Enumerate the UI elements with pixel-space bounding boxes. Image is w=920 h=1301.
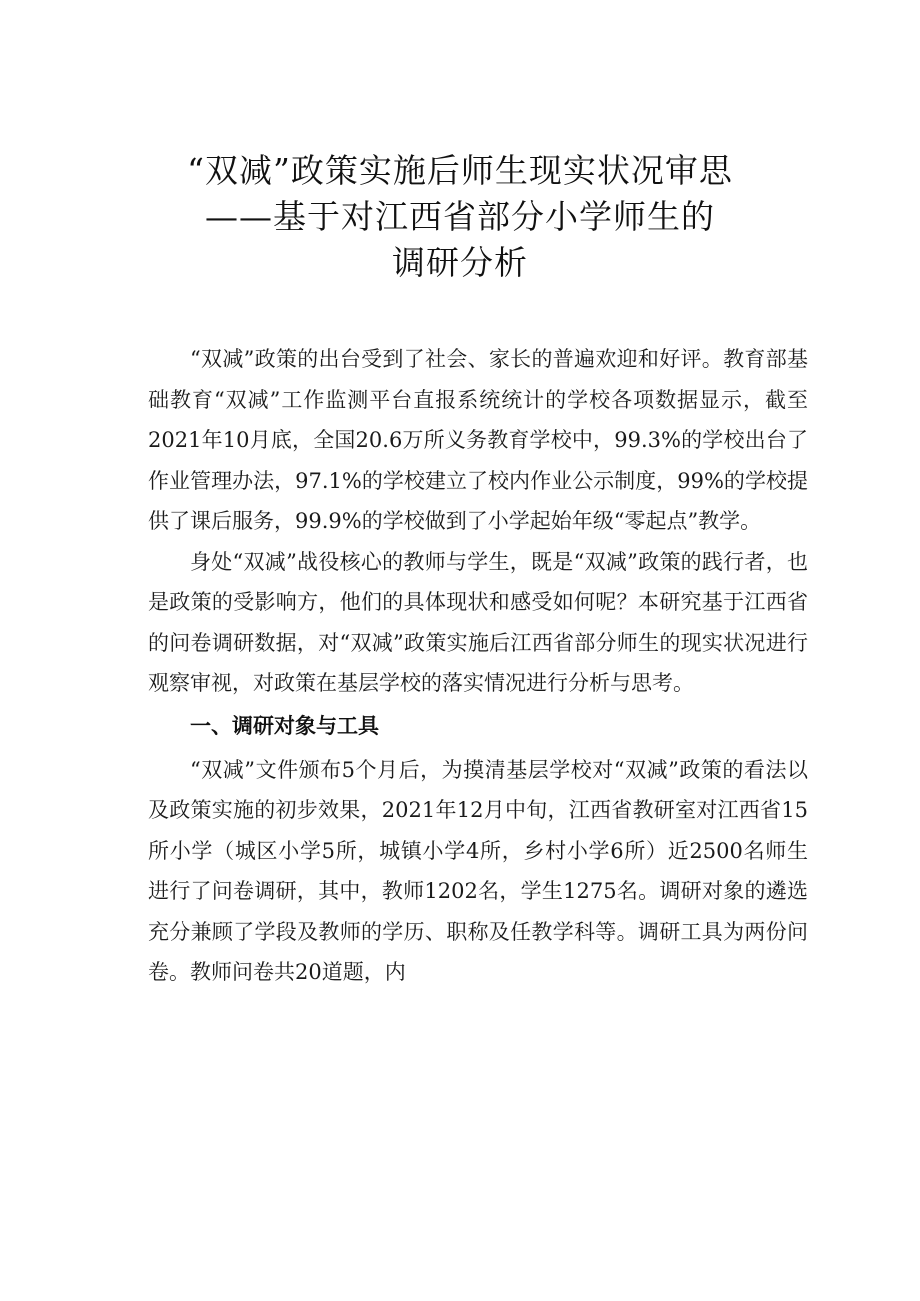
title-line-1: “双减”政策实施后师生现实状况审思 (187, 151, 733, 190)
paragraph-research-purpose: 身处“双减”战役核心的教师与学生，既是“双减”政策的践行者，也是政策的受影响方，他们的具体现状和感受如何呢？本研究基于江西省的问卷调研数据，对“双减”政策实施后江西省部分师生的现实状况进行观察审视，对政策在基层学校的落实情况进行分析与思考。 (148, 549, 808, 695)
title-line-2: ——基于对江西省部分小学师生的 (205, 197, 715, 236)
paragraph-intro-statistics: “双减”政策的出台受到了社会、家长的普遍欢迎和好评。教育部基础教育“双减”工作监测平台直报系统统计的学校各项数据显示，截至2021年10月底，全国20.6万所义务教育学校中，99.3%的学校出台了作业管理办法，97.1%的学校建立了校内作业公示制度，99%的学校提供了课后服务，99.9%的学校做到了小学起始年级“零起点”教学。 (148, 347, 808, 533)
title-line-3: 调研分析 (392, 243, 528, 282)
document-body (148, 339, 808, 993)
paragraph-research-objects: “双减”文件颁布5个月后，为摸清基层学校对“双减”政策的看法以及政策实施的初步效果，2021年12月中旬，江西省教研室对江西省15所小学（城区小学5所，城镇小学4所，乡村小学6所）近2500名师生进行了问卷调研，其中，教师1202名，学生1275名。调研对象的遴选充分兼顾了学段及教师的学历、职称及任教学科等。调研工具为两份问卷。教师问卷共20道题，内 (148, 757, 808, 984)
document-title (0, 148, 920, 286)
section-heading: 一、调研对象与工具 (190, 713, 379, 738)
